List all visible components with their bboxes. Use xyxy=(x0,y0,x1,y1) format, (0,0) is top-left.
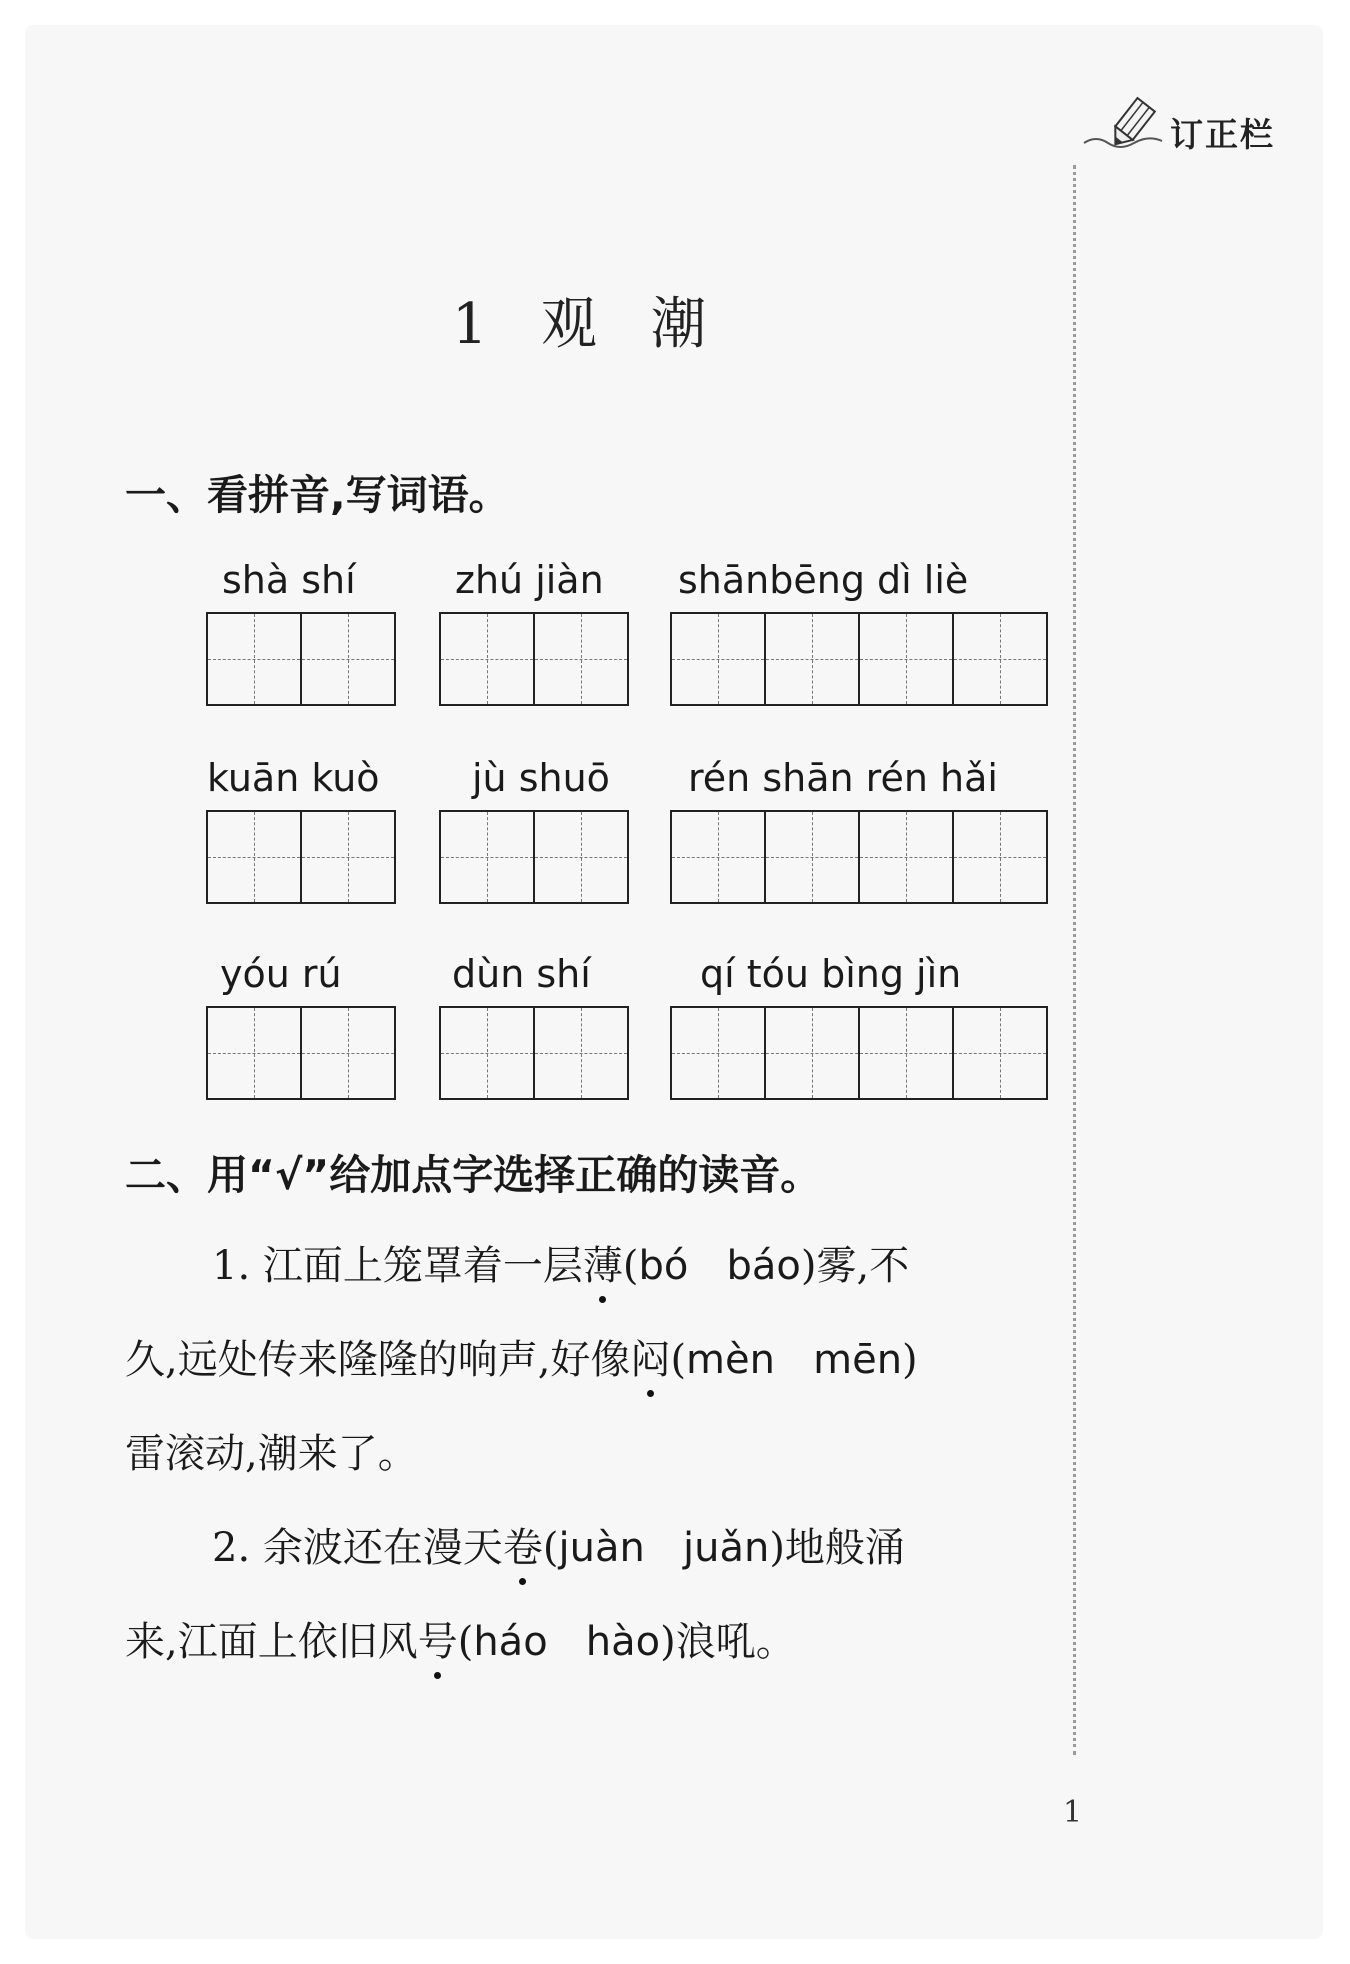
pinyin-label: shà shí xyxy=(222,558,356,602)
question-text: 久,远处传来隆隆的响声,好像 xyxy=(125,1337,631,1383)
pronunciation-options[interactable]: juàn juǎn xyxy=(558,1525,770,1571)
question-text: 2. 余波还在漫天 xyxy=(212,1525,503,1571)
page-number: 1 xyxy=(1063,1795,1083,1830)
question1-line2 xyxy=(125,1328,918,1385)
writing-box[interactable] xyxy=(670,612,1048,706)
writing-cell[interactable] xyxy=(764,614,858,704)
pinyin-label: jù shuō xyxy=(472,756,610,800)
question1-line1 xyxy=(212,1234,909,1291)
writing-box[interactable] xyxy=(670,810,1048,904)
dotted-char: 薄 xyxy=(582,1243,623,1289)
paren-open: ( xyxy=(457,1619,474,1665)
writing-cell[interactable] xyxy=(764,1008,858,1098)
writing-cell[interactable] xyxy=(764,812,858,902)
writing-cell[interactable] xyxy=(441,1008,533,1098)
question-text: 1. 江面上笼罩着一层 xyxy=(212,1243,583,1289)
writing-cell[interactable] xyxy=(533,1008,627,1098)
question1-line3: 雷滚动,潮来了。 xyxy=(125,1431,418,1477)
writing-cell[interactable] xyxy=(952,812,1046,902)
question-text: )浪吼。 xyxy=(660,1619,796,1665)
pronunciation-options[interactable]: bó báo xyxy=(638,1243,801,1289)
section2-heading: 二、用“√”给加点字选择正确的读音。 xyxy=(125,1151,822,1199)
writing-cell[interactable] xyxy=(300,812,394,902)
writing-cell[interactable] xyxy=(858,812,952,902)
question-text: ) xyxy=(902,1337,918,1383)
writing-cell[interactable] xyxy=(672,812,764,902)
pronunciation-options[interactable]: mèn mēn xyxy=(686,1337,903,1383)
writing-box[interactable] xyxy=(206,612,396,706)
section1-heading: 一、看拼音,写词语。 xyxy=(125,471,510,519)
writing-cell[interactable] xyxy=(858,614,952,704)
dotted-char: 闷 xyxy=(630,1337,671,1383)
writing-cell[interactable] xyxy=(533,614,627,704)
pinyin-label: dùn shí xyxy=(452,952,591,996)
pinyin-label: kuān kuò xyxy=(207,756,380,800)
paren-open: ( xyxy=(622,1243,639,1289)
margin-divider xyxy=(1073,165,1076,1755)
paren-open: ( xyxy=(542,1525,559,1571)
writing-cell[interactable] xyxy=(952,1008,1046,1098)
pinyin-label: qí tóu bìng jìn xyxy=(700,952,962,996)
pinyin-label: rén shān rén hǎi xyxy=(688,756,998,800)
writing-cell[interactable] xyxy=(952,614,1046,704)
lesson-title xyxy=(452,280,706,360)
writing-cell[interactable] xyxy=(533,812,627,902)
question2-line2 xyxy=(125,1610,796,1667)
pinyin-label: zhú jiàn xyxy=(455,558,604,602)
dotted-char: 号 xyxy=(417,1619,458,1665)
writing-box[interactable] xyxy=(206,810,396,904)
writing-box[interactable] xyxy=(439,810,629,904)
writing-box[interactable] xyxy=(439,1006,629,1100)
writing-cell[interactable] xyxy=(208,812,300,902)
pinyin-label: yóu rú xyxy=(220,952,342,996)
writing-cell[interactable] xyxy=(672,1008,764,1098)
pencil-icon xyxy=(1082,95,1172,155)
writing-cell[interactable] xyxy=(441,812,533,902)
writing-cell[interactable] xyxy=(208,614,300,704)
pronunciation-options[interactable]: háo hào xyxy=(473,1619,661,1665)
writing-box[interactable] xyxy=(439,612,629,706)
pinyin-label: shānbēng dì liè xyxy=(678,558,969,602)
writing-cell[interactable] xyxy=(208,1008,300,1098)
writing-cell[interactable] xyxy=(300,1008,394,1098)
writing-cell[interactable] xyxy=(300,614,394,704)
correction-column-label: 订正栏 xyxy=(1170,115,1275,154)
writing-cell[interactable] xyxy=(858,1008,952,1098)
lesson-name: 观 潮 xyxy=(541,292,707,357)
writing-cell[interactable] xyxy=(441,614,533,704)
question-text: 来,江面上依旧风 xyxy=(125,1619,418,1665)
dotted-char: 卷 xyxy=(502,1525,543,1571)
writing-cell[interactable] xyxy=(672,614,764,704)
lesson-number: 1 xyxy=(452,292,488,357)
correction-column-header xyxy=(1082,95,1342,165)
question-text: )雾,不 xyxy=(800,1243,910,1289)
writing-box[interactable] xyxy=(670,1006,1048,1100)
paren-open: ( xyxy=(670,1337,687,1383)
question-text: )地般涌 xyxy=(769,1525,905,1571)
question2-line1 xyxy=(212,1516,905,1573)
writing-box[interactable] xyxy=(206,1006,396,1100)
